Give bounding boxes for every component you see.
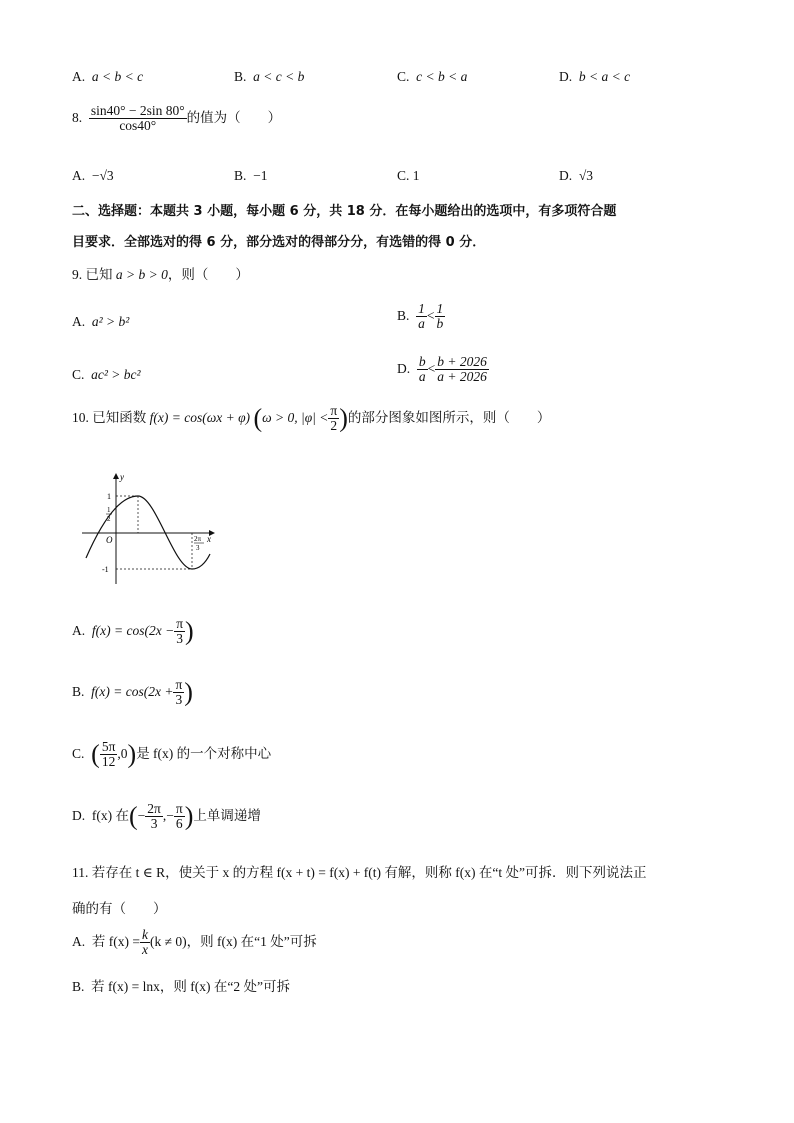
operator: < bbox=[426, 307, 435, 323]
section-heading-line1: 二、选择题：本题共 3 小题，每小题 6 分，共 18 分．在每小题给出的选项中，有多项符合题 bbox=[72, 204, 617, 219]
option-label: A. bbox=[72, 69, 86, 84]
q11-option-a[interactable] bbox=[72, 928, 317, 957]
fraction-denominator: 6 bbox=[175, 816, 183, 832]
stem-math: a > b > 0 bbox=[115, 267, 168, 282]
q8-option-a[interactable] bbox=[72, 169, 114, 183]
option-text: 上单调递增 bbox=[193, 807, 261, 823]
q8-option-d[interactable] bbox=[559, 169, 593, 183]
option-text: a² > b² bbox=[91, 314, 130, 329]
q10-stem bbox=[72, 404, 550, 433]
fraction-denominator: cos40° bbox=[119, 118, 157, 134]
option-text: 若 f(x) = bbox=[91, 933, 140, 949]
fraction-denominator: 3 bbox=[150, 816, 158, 832]
fraction-numerator: π bbox=[176, 616, 184, 631]
paren-close: ) bbox=[184, 677, 193, 707]
fraction-denominator: a bbox=[418, 316, 425, 332]
fraction-denominator: b bbox=[436, 316, 444, 332]
option-text: −1 bbox=[253, 168, 268, 183]
option-text: (k ≠ 0)，则 f(x) 在“1 处”可拆 bbox=[149, 933, 317, 949]
paren-open: ( bbox=[253, 403, 263, 433]
q8-option-b[interactable] bbox=[234, 169, 268, 183]
option-text: f(x) = cos(2x − bbox=[91, 622, 175, 638]
option-label: A. bbox=[72, 168, 86, 183]
fraction-numerator: k bbox=[141, 927, 148, 942]
option-text: 若 f(x) = lnx，则 f(x) 在“2 处”可拆 bbox=[91, 979, 290, 994]
function-graph bbox=[80, 470, 220, 590]
q9-option-a[interactable] bbox=[72, 315, 129, 329]
fraction-numerator: 1 bbox=[436, 301, 444, 316]
fraction bbox=[435, 355, 489, 384]
fraction-numerator: b bbox=[418, 354, 426, 369]
fraction-denominator: a + 2026 bbox=[437, 369, 487, 385]
q9-option-b[interactable] bbox=[397, 302, 445, 331]
origin-label: O bbox=[106, 535, 113, 545]
option-label: B. bbox=[72, 683, 85, 699]
fraction bbox=[174, 617, 185, 646]
q10-option-d[interactable]: D. f(x) 在(− $\frac{2\pi}{3}$ ,− $\frac{\pi}{6}$ )上单调递增 bbox=[72, 801, 261, 832]
fraction bbox=[435, 302, 446, 331]
option-label: D. bbox=[559, 168, 573, 183]
stem-text: 9. 已知 bbox=[72, 267, 113, 282]
option-label: B. bbox=[72, 979, 85, 994]
operator: < bbox=[427, 360, 436, 376]
question-number: 8. bbox=[72, 109, 83, 125]
option-label: A. bbox=[72, 622, 86, 638]
q11-stem-line2: 确的有（ ） bbox=[72, 901, 167, 916]
q8-stem bbox=[72, 104, 281, 133]
option-text: 1 bbox=[412, 168, 420, 183]
option-label: C. bbox=[72, 745, 85, 761]
paren-close: ) bbox=[184, 801, 194, 831]
fraction-denominator: a bbox=[418, 369, 426, 385]
option-label: B. bbox=[234, 168, 247, 183]
fraction-numerator: b + 2026 bbox=[437, 354, 487, 369]
option-text: a < b < c bbox=[91, 69, 144, 84]
option-label: B. bbox=[397, 307, 410, 323]
fraction-denominator: 2 bbox=[330, 418, 338, 434]
q10-option-a[interactable] bbox=[72, 617, 194, 646]
option-text: a < c < b bbox=[253, 69, 305, 84]
option-text: ,0 bbox=[117, 745, 128, 761]
option-text: b < a < c bbox=[578, 69, 631, 84]
q7-option-a[interactable] bbox=[72, 70, 143, 84]
fraction bbox=[140, 928, 150, 957]
q7-option-c[interactable] bbox=[397, 70, 467, 84]
q7-option-d[interactable] bbox=[559, 70, 630, 84]
option-label: D. bbox=[397, 360, 411, 376]
x-axis-label: x bbox=[207, 534, 211, 544]
stem-text: 10. 已知函数 bbox=[72, 409, 147, 425]
fraction bbox=[416, 302, 427, 331]
option-label: A. bbox=[72, 314, 86, 329]
section-heading-line2: 目要求．全部选对的得 6 分，部分选对的得部分分，有选错的得 0 分． bbox=[72, 235, 486, 250]
q10-option-b[interactable] bbox=[72, 678, 193, 707]
fraction-denominator: 12 bbox=[101, 754, 116, 770]
q11-stem-line1: 11. 若存在 t ∈ R，使关于 x 的方程 f(x + t) = f(x) + f(t) 有解，则称 f(x) 在“t 处”可拆．则下列说法正 bbox=[72, 865, 647, 880]
x-tick-num: 2π bbox=[194, 535, 202, 543]
fraction bbox=[174, 802, 185, 831]
fraction bbox=[417, 355, 428, 384]
fraction bbox=[145, 802, 163, 831]
q9-stem bbox=[72, 268, 249, 282]
y-tick-neg-one: -1 bbox=[102, 565, 109, 574]
fraction-numerator: π bbox=[175, 677, 183, 692]
fraction-numerator: π bbox=[330, 403, 338, 418]
option-text: f(x) = cos(2x + bbox=[91, 683, 174, 699]
option-text: ac² > bc² bbox=[91, 367, 141, 382]
paren-close: ) bbox=[185, 616, 194, 646]
option-text: c < b < a bbox=[416, 69, 468, 84]
fraction bbox=[100, 740, 118, 769]
option-label: C. bbox=[397, 168, 410, 183]
q7-option-b[interactable] bbox=[234, 70, 304, 84]
paren-close: ) bbox=[339, 403, 348, 433]
fraction bbox=[173, 678, 184, 707]
y-tick-half-num: 1 bbox=[107, 506, 111, 514]
option-label: D. bbox=[559, 69, 573, 84]
option-label: A. bbox=[72, 933, 86, 949]
option-label: C. bbox=[72, 367, 85, 382]
q8-option-c[interactable] bbox=[397, 169, 420, 183]
option-text: −√3 bbox=[91, 168, 114, 183]
fraction-denominator: 3 bbox=[176, 631, 183, 647]
y-axis-label: y bbox=[120, 472, 124, 482]
fraction-numerator: π bbox=[175, 801, 183, 816]
q8-suffix: 的值为（ ） bbox=[186, 109, 282, 125]
option-text: 是 f(x) 的一个对称中心 bbox=[136, 745, 272, 761]
x-tick-den: 3 bbox=[196, 544, 200, 552]
q9-option-d[interactable] bbox=[397, 355, 489, 384]
fraction-numerator: 5π bbox=[101, 739, 116, 754]
stem-math: f(x) = cos(ωx + φ) bbox=[149, 409, 251, 425]
y-tick-half-den: 2 bbox=[107, 515, 111, 523]
fraction bbox=[328, 404, 339, 433]
option-text: √3 bbox=[578, 168, 594, 183]
fraction-numerator: 2π bbox=[147, 801, 161, 816]
fraction-denominator: 3 bbox=[175, 692, 183, 708]
q8-fraction bbox=[89, 104, 187, 133]
y-tick-one: 1 bbox=[107, 492, 111, 501]
paren-close: ) bbox=[127, 739, 137, 769]
paren-open: ( bbox=[91, 739, 100, 769]
fraction-numerator: sin40° − 2sin 80° bbox=[90, 103, 185, 118]
q11-option-b[interactable] bbox=[72, 980, 290, 994]
stem-math: ω > 0, |φ| < bbox=[262, 409, 329, 425]
stem-text: ，则（ ） bbox=[167, 267, 249, 282]
option-label: C. bbox=[397, 69, 410, 84]
q10-option-c[interactable] bbox=[72, 740, 271, 769]
option-label: D. bbox=[72, 807, 86, 823]
paren-open: ( bbox=[129, 801, 138, 831]
q9-option-c[interactable] bbox=[72, 368, 141, 382]
fraction-denominator: x bbox=[141, 942, 148, 958]
option-text: f(x) 在 bbox=[91, 807, 129, 823]
stem-text: 的部分图象如图所示，则（ ） bbox=[347, 409, 551, 425]
fraction-numerator: 1 bbox=[418, 301, 425, 316]
option-label: B. bbox=[234, 69, 247, 84]
